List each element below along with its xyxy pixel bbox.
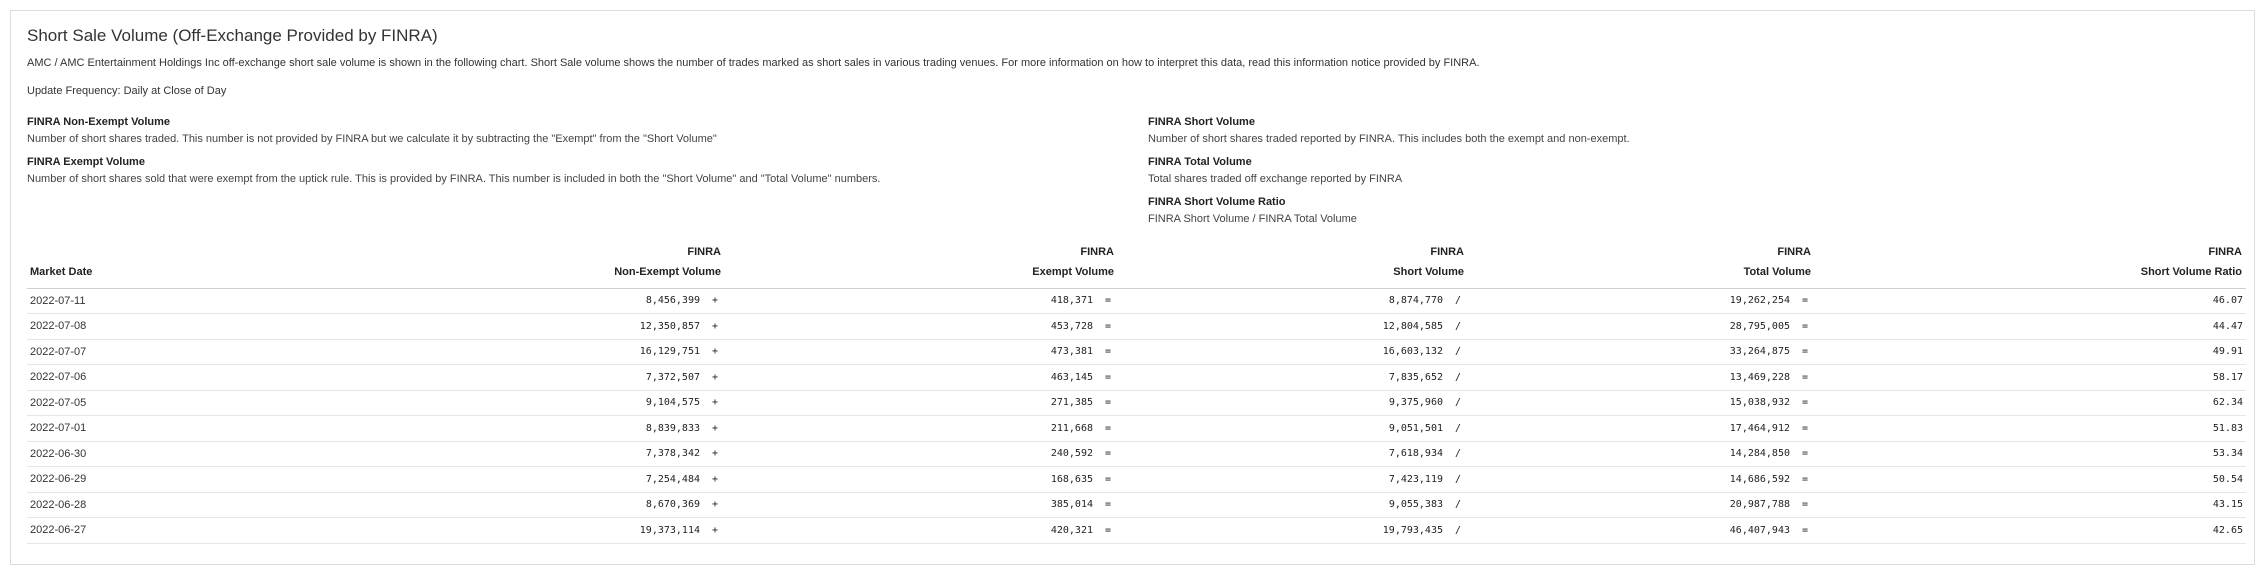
operator-symbol: + xyxy=(711,371,719,383)
col-header-non-exempt xyxy=(233,241,725,288)
table-row xyxy=(27,492,2246,518)
table-header-row xyxy=(27,241,2246,288)
operator-symbol: + xyxy=(711,524,719,536)
cell-value: 9,051,501 xyxy=(1388,422,1443,434)
cell-exempt xyxy=(725,339,1118,365)
cell-ratio xyxy=(1815,492,2246,518)
operator-symbol: / xyxy=(1454,422,1462,434)
cell-value: 51.83 xyxy=(2212,422,2243,434)
panel-title: Short Sale Volume (Off-Exchange Provided by FINRA) xyxy=(27,26,438,45)
cell-value: 62.34 xyxy=(2212,397,2243,409)
col-header-label: FINRA xyxy=(2208,245,2242,258)
cell-short xyxy=(1118,441,1468,467)
cell-non-exempt xyxy=(233,492,725,518)
cell-short xyxy=(1118,416,1468,442)
operator-symbol: = xyxy=(1801,499,1809,511)
col-header-label: FINRA xyxy=(1080,245,1114,258)
cell-value: 28,795,005 xyxy=(1729,320,1790,332)
operator-symbol: + xyxy=(711,346,719,358)
col-header-label: FINRA xyxy=(1430,245,1464,258)
definition-title: FINRA Exempt Volume xyxy=(27,156,145,168)
table-row xyxy=(27,365,2246,391)
cell-value: 473,381 xyxy=(1050,346,1093,358)
cell-ratio xyxy=(1815,339,2246,365)
operator-symbol: = xyxy=(1104,524,1112,536)
operator-symbol: = xyxy=(1801,397,1809,409)
short-volume-table xyxy=(27,241,2246,544)
cell-total xyxy=(1468,314,1815,340)
definition-ratio xyxy=(1148,196,1357,225)
cell-market-date: 2022-07-01 xyxy=(30,422,87,435)
cell-value: 53.34 xyxy=(2212,448,2243,460)
operator-symbol: = xyxy=(1801,448,1809,460)
operator-symbol: = xyxy=(1801,422,1809,434)
cell-exempt xyxy=(725,365,1118,391)
cell-exempt xyxy=(725,390,1118,416)
cell-value: 8,456,399 xyxy=(645,295,700,307)
cell-value: 211,668 xyxy=(1050,422,1093,434)
operator-symbol: / xyxy=(1454,448,1462,460)
cell-non-exempt xyxy=(233,467,725,493)
cell-value: 7,378,342 xyxy=(645,448,700,460)
operator-symbol: / xyxy=(1454,397,1462,409)
operator-symbol: = xyxy=(1801,473,1809,485)
cell-ratio xyxy=(1815,314,2246,340)
cell-value: 12,804,585 xyxy=(1382,320,1443,332)
col-header-label: Exempt Volume xyxy=(1032,265,1114,278)
cell-non-exempt xyxy=(233,441,725,467)
col-header-label: Short Volume xyxy=(1393,265,1464,278)
operator-symbol: = xyxy=(1104,295,1112,307)
cell-exempt xyxy=(725,288,1118,314)
cell-total xyxy=(1468,416,1815,442)
operator-symbol: / xyxy=(1454,371,1462,383)
cell-short xyxy=(1118,339,1468,365)
cell-exempt xyxy=(725,518,1118,544)
table-body xyxy=(27,288,2246,543)
cell-value: 7,254,484 xyxy=(645,473,700,485)
cell-value: 8,839,833 xyxy=(645,422,700,434)
cell-ratio xyxy=(1815,441,2246,467)
cell-value: 19,793,435 xyxy=(1382,524,1443,536)
cell-exempt xyxy=(725,416,1118,442)
cell-value: 46.07 xyxy=(2212,295,2243,307)
operator-symbol: = xyxy=(1104,371,1112,383)
cell-non-exempt xyxy=(233,518,725,544)
cell-total xyxy=(1468,390,1815,416)
cell-value: 271,385 xyxy=(1050,397,1093,409)
definition-title: FINRA Short Volume xyxy=(1148,116,1255,128)
definition-text: FINRA Short Volume / FINRA Total Volume xyxy=(1148,213,1357,225)
cell-short xyxy=(1118,390,1468,416)
definition-text: Number of short shares traded. This number is not provided by FINRA but we calculate it by subtracting the "Exempt" from the "Short Volume" xyxy=(27,133,717,145)
cell-ratio xyxy=(1815,467,2246,493)
cell-value: 15,038,932 xyxy=(1729,397,1790,409)
table-row xyxy=(27,416,2246,442)
cell-market-date: 2022-06-30 xyxy=(30,447,87,460)
operator-symbol: + xyxy=(711,473,719,485)
col-header-label: Market Date xyxy=(30,265,93,278)
operator-symbol: + xyxy=(711,320,719,332)
definition-exempt xyxy=(27,156,880,185)
definition-short xyxy=(1148,116,1630,145)
cell-exempt xyxy=(725,467,1118,493)
definition-title: FINRA Total Volume xyxy=(1148,156,1252,168)
cell-value: 7,423,119 xyxy=(1388,473,1443,485)
operator-symbol: = xyxy=(1104,346,1112,358)
short-volume-panel xyxy=(10,10,2255,565)
cell-market-date: 2022-07-06 xyxy=(30,371,87,384)
cell-value: 19,262,254 xyxy=(1729,295,1790,307)
cell-short xyxy=(1118,467,1468,493)
definition-total xyxy=(1148,156,1402,185)
definition-text: Number of short shares traded reported by FINRA. This includes both the exempt and non-exempt. xyxy=(1148,133,1630,145)
definition-non-exempt xyxy=(27,116,717,145)
col-header-date xyxy=(27,241,233,288)
cell-value: 463,145 xyxy=(1050,371,1093,383)
col-header-short xyxy=(1118,241,1468,288)
operator-symbol: + xyxy=(711,397,719,409)
cell-value: 385,014 xyxy=(1050,499,1093,511)
cell-value: 20,987,788 xyxy=(1729,499,1790,511)
cell-non-exempt xyxy=(233,390,725,416)
definition-title: FINRA Short Volume Ratio xyxy=(1148,196,1286,208)
cell-ratio xyxy=(1815,288,2246,314)
operator-symbol: = xyxy=(1104,448,1112,460)
table-row xyxy=(27,518,2246,544)
cell-market-date: 2022-07-07 xyxy=(30,345,87,358)
cell-value: 8,670,369 xyxy=(645,499,700,511)
panel-description: AMC / AMC Entertainment Holdings Inc off-exchange short sale volume is shown in the following chart. Short Sale volume shows the number of trades marked as short sales in various trading venues. For more information on how to interpret this data, read this information notice provided by FINRA. xyxy=(27,57,1480,69)
cell-exempt xyxy=(725,441,1118,467)
definition-title: FINRA Non-Exempt Volume xyxy=(27,116,171,128)
cell-value: 14,284,850 xyxy=(1729,448,1790,460)
operator-symbol: = xyxy=(1801,371,1809,383)
cell-non-exempt xyxy=(233,314,725,340)
cell-market-date: 2022-07-08 xyxy=(30,320,87,333)
cell-non-exempt xyxy=(233,365,725,391)
cell-value: 9,104,575 xyxy=(645,397,700,409)
operator-symbol: / xyxy=(1454,346,1462,358)
cell-value: 16,603,132 xyxy=(1382,346,1443,358)
cell-value: 13,469,228 xyxy=(1729,371,1790,383)
col-header-label: Total Volume xyxy=(1743,265,1811,278)
cell-value: 453,728 xyxy=(1050,320,1093,332)
cell-value: 7,835,652 xyxy=(1388,371,1443,383)
cell-value: 17,464,912 xyxy=(1729,422,1790,434)
operator-symbol: = xyxy=(1104,320,1112,332)
definition-text: Total shares traded off exchange reported by FINRA xyxy=(1148,173,1403,185)
cell-short xyxy=(1118,518,1468,544)
cell-value: 8,874,770 xyxy=(1388,295,1443,307)
cell-market-date: 2022-07-11 xyxy=(30,294,86,307)
cell-total xyxy=(1468,467,1815,493)
cell-total xyxy=(1468,441,1815,467)
operator-symbol: / xyxy=(1454,320,1462,332)
col-header-exempt xyxy=(725,241,1118,288)
operator-symbol: / xyxy=(1454,295,1462,307)
cell-ratio xyxy=(1815,365,2246,391)
col-header-label: FINRA xyxy=(687,245,721,258)
cell-value: 12,350,857 xyxy=(639,320,700,332)
cell-value: 16,129,751 xyxy=(639,346,700,358)
operator-symbol: = xyxy=(1801,346,1809,358)
operator-symbol: = xyxy=(1104,397,1112,409)
cell-market-date: 2022-07-05 xyxy=(30,396,87,409)
cell-value: 420,321 xyxy=(1050,524,1093,536)
cell-non-exempt xyxy=(233,339,725,365)
col-header-label: FINRA xyxy=(1777,245,1811,258)
definition-text: Number of short shares sold that were exempt from the uptick rule. This is provided by FINRA. This number is included in both the "Short Volume" and "Total Volume" numbers. xyxy=(27,173,881,185)
col-header-total xyxy=(1468,241,1815,288)
cell-exempt xyxy=(725,314,1118,340)
cell-ratio xyxy=(1815,416,2246,442)
cell-value: 168,635 xyxy=(1050,473,1093,485)
operator-symbol: = xyxy=(1104,499,1112,511)
table-row xyxy=(27,314,2246,340)
operator-symbol: / xyxy=(1454,473,1462,485)
cell-market-date: 2022-06-28 xyxy=(30,498,87,511)
cell-total xyxy=(1468,339,1815,365)
cell-ratio xyxy=(1815,390,2246,416)
cell-short xyxy=(1118,492,1468,518)
col-header-label: Short Volume Ratio xyxy=(2140,265,2242,278)
operator-symbol: + xyxy=(711,422,719,434)
col-header-label: Non-Exempt Volume xyxy=(614,265,721,278)
table-row xyxy=(27,441,2246,467)
cell-value: 19,373,114 xyxy=(639,524,700,536)
operator-symbol: / xyxy=(1454,524,1462,536)
cell-value: 9,055,383 xyxy=(1388,499,1443,511)
update-frequency: Update Frequency: Daily at Close of Day xyxy=(27,85,227,97)
cell-total xyxy=(1468,518,1815,544)
cell-value: 9,375,960 xyxy=(1388,397,1443,409)
operator-symbol: = xyxy=(1801,524,1809,536)
operator-symbol: / xyxy=(1454,499,1462,511)
operator-symbol: + xyxy=(711,448,719,460)
table-row xyxy=(27,339,2246,365)
operator-symbol: = xyxy=(1104,422,1112,434)
operator-symbol: = xyxy=(1801,295,1809,307)
cell-non-exempt xyxy=(233,288,725,314)
cell-value: 43.15 xyxy=(2212,499,2243,511)
cell-total xyxy=(1468,288,1815,314)
cell-ratio xyxy=(1815,518,2246,544)
cell-value: 418,371 xyxy=(1050,295,1093,307)
cell-non-exempt xyxy=(233,416,725,442)
cell-value: 14,686,592 xyxy=(1729,473,1790,485)
cell-total xyxy=(1468,492,1815,518)
operator-symbol: = xyxy=(1104,473,1112,485)
cell-market-date: 2022-06-29 xyxy=(30,473,87,486)
cell-value: 50.54 xyxy=(2212,473,2243,485)
cell-value: 44.47 xyxy=(2212,320,2243,332)
cell-value: 58.17 xyxy=(2212,371,2243,383)
operator-symbol: = xyxy=(1801,320,1809,332)
cell-short xyxy=(1118,288,1468,314)
operator-symbol: + xyxy=(711,295,719,307)
cell-exempt xyxy=(725,492,1118,518)
cell-value: 42.65 xyxy=(2212,524,2243,536)
cell-value: 49.91 xyxy=(2212,346,2243,358)
cell-short xyxy=(1118,365,1468,391)
cell-value: 46,407,943 xyxy=(1729,524,1790,536)
cell-value: 7,372,507 xyxy=(645,371,700,383)
table-row xyxy=(27,467,2246,493)
cell-value: 7,618,934 xyxy=(1388,448,1443,460)
cell-total xyxy=(1468,365,1815,391)
cell-value: 240,592 xyxy=(1050,448,1093,460)
table-row xyxy=(27,288,2246,314)
cell-short xyxy=(1118,314,1468,340)
cell-value: 33,264,875 xyxy=(1729,346,1790,358)
col-header-ratio xyxy=(1815,241,2246,288)
operator-symbol: + xyxy=(711,499,719,511)
table-row xyxy=(27,390,2246,416)
cell-market-date: 2022-06-27 xyxy=(30,524,87,537)
